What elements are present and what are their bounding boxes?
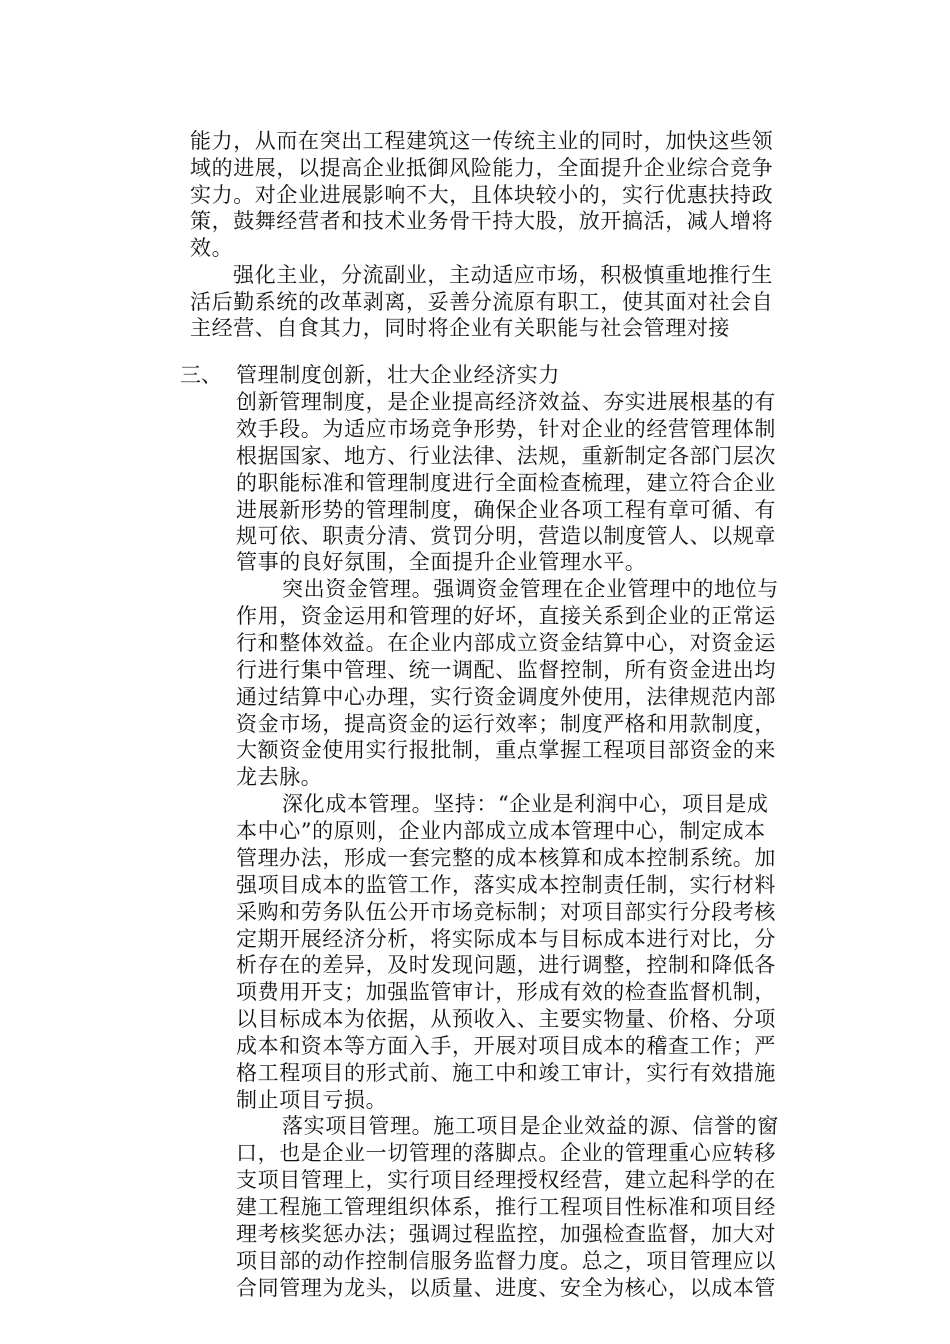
text-line: 强项目成本的监管工作，落实成本控制责任制，实行材料 — [236, 873, 776, 897]
text-line: 龙去脉。 — [236, 765, 323, 789]
text-line: 采购和劳务队伍公开市场竞标制；对项目部实行分段考核 — [236, 900, 776, 924]
text-line: 强化主业，分流副业，主动适应市场，积极慎重地推行生 — [233, 263, 773, 287]
text-line: 效。 — [190, 236, 234, 260]
text-line: 效手段。为适应市场竞争形势，针对企业的经营管理体制 — [236, 417, 776, 441]
text-line: 理考核奖惩办法；强调过程监控，加强检查监督，加大对 — [236, 1222, 776, 1246]
text-line: 进展新形势的管理制度，确保企业各项工程有章可循、有 — [236, 498, 776, 522]
text-line: 以目标成本为依据，从预收入、主要实物量、价格、分项 — [236, 1007, 776, 1031]
text-line: 制止项目亏损。 — [236, 1088, 388, 1112]
text-line: 析存在的差异，及时发现问题，进行调整，控制和降低各 — [236, 953, 776, 977]
text-line: 策，鼓舞经营者和技术业务骨干持大股，放开搞活，减人增将 — [190, 209, 774, 233]
text-line: 域的进展，以提高企业抵御风险能力，全面提升企业综合竞争 — [190, 156, 774, 180]
text-line: 作用，资金运用和管理的好坏，直接关系到企业的正常运 — [236, 604, 776, 628]
text-line: 口，也是企业一切管理的落脚点。企业的管理重心应转移 — [236, 1141, 776, 1165]
text-line: 管理办法，形成一套完整的成本核算和成本控制系统。加 — [236, 846, 776, 870]
text-line: 建工程施工管理组织体系，推行工程项目性标准和项目经 — [236, 1195, 776, 1219]
text-line: 活后勤系统的改革剥离，妥善分流原有职工，使其面对社会自 — [190, 290, 774, 314]
text-line: 大额资金使用实行报批制，重点掌握工程项目部资金的来 — [236, 738, 776, 762]
text-line: 创新管理制度，是企业提高经济效益、夯实进展根基的有 — [236, 390, 776, 414]
text-line: 主经营、自食其力，同时将企业有关职能与社会管理对接 — [190, 316, 730, 340]
section-number: 三、 — [180, 363, 222, 387]
text-line: 根据国家、地方、行业法律、法规，重新制定各部门层次 — [236, 444, 776, 468]
text-line: 落实项目管理。施工项目是企业效益的源、信誉的窗 — [282, 1114, 779, 1138]
text-line: 格工程项目的形式前、施工中和竣工审计，实行有效措施 — [236, 1061, 776, 1085]
text-line: 支项目管理上，实行项目经理授权经营，建立起科学的在 — [236, 1168, 776, 1192]
text-line: 本中心”的原则，企业内部成立成本管理中心，制定成本 — [236, 819, 766, 843]
text-line: 管事的良好氛围，全面提升企业管理水平。 — [236, 550, 647, 574]
section-heading: 管理制度创新，壮大企业经济实力 — [236, 363, 560, 387]
text-line: 深化成本管理。坚持：“企业是利润中心，项目是成 — [282, 792, 769, 816]
text-line: 合同管理为龙头，以质量、进度、安全为核心，以成本管 — [236, 1276, 776, 1300]
text-line: 能力，从而在突出工程建筑这一传统主业的同时，加快这些领 — [190, 129, 774, 153]
text-line: 项目部的动作控制信服务监督力度。总之，项目管理应以 — [236, 1249, 776, 1273]
text-line: 项费用开支；加强监管审计，形成有效的检查监督机制， — [236, 980, 776, 1004]
text-line: 成本和资本等方面入手，开展对项目成本的稽查工作；严 — [236, 1034, 776, 1058]
text-line: 定期开展经济分析，将实际成本与目标成本进行对比，分 — [236, 927, 776, 951]
text-line: 行进行集中管理、统一调配、监督控制，所有资金进出均 — [236, 658, 776, 682]
text-line: 行和整体效益。在企业内部成立资金结算中心，对资金运 — [236, 631, 776, 655]
text-line: 突出资金管理。强调资金管理在企业管理中的地位与 — [282, 577, 779, 601]
text-line: 资金市场，提高资金的运行效率；制度严格和用款制度， — [236, 712, 776, 736]
text-line: 实力。对企业进展影响不大，且体块较小的，实行优惠扶持政 — [190, 183, 774, 207]
text-line: 的职能标准和管理制度进行全面检查梳理，建立符合企业 — [236, 471, 776, 495]
text-line: 通过结算中心办理，实行资金调度外使用，法律规范内部 — [236, 685, 776, 709]
text-line: 规可依、职责分清、赏罚分明，营造以制度管人、以规章 — [236, 524, 776, 548]
